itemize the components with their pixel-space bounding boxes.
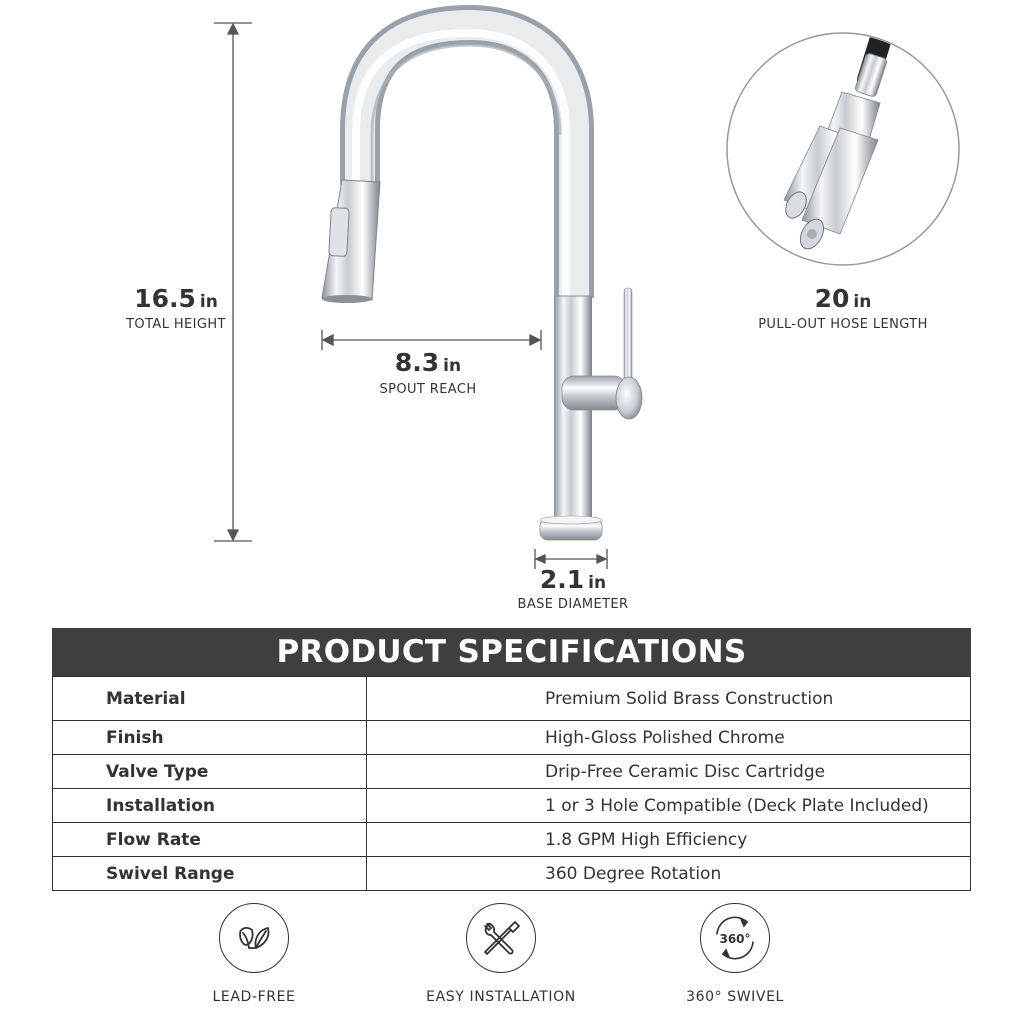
spec-value: Premium Solid Brass Construction [545,688,834,709]
hose-detail-inset [727,33,959,265]
total-height-value: 16.5 in [134,284,218,313]
table-row [53,857,971,891]
hose-length-value: 20 in [814,284,872,313]
feature-label: 360° SWIVEL [686,989,784,1005]
feature-easy-installation [401,903,601,1005]
spec-label: Swivel Range [53,857,367,891]
spec-label: Installation [53,789,367,823]
table-row [53,721,971,755]
spec-value: 360 Degree Rotation [367,857,971,891]
rotation-360-icon [700,903,770,973]
base-diameter-label [493,565,653,612]
total-height-caption: TOTAL HEIGHT [126,317,226,332]
spec-label: Flow Rate [53,823,367,857]
spec-value: 1.8 GPM High Efficiency [367,823,971,857]
total-height-label [96,284,256,332]
feature-label: EASY INSTALLATION [426,989,576,1005]
feature-360-swivel [635,903,835,1005]
spec-table [52,676,971,891]
spec-value: High-Gloss Polished Chrome [367,721,971,755]
table-row [53,789,971,823]
faucet-drawing [322,25,642,540]
svg-text:360°: 360° [719,932,751,946]
table-row [53,755,971,789]
leaf-icon [219,903,289,973]
spec-label: Finish [53,721,367,755]
spout-reach-label [348,348,508,397]
total-height-dimension-line [214,23,252,541]
spec-value: 1 or 3 Hole Compatible (Deck Plate Included) [367,789,971,823]
spout-reach-value: 8.3 in [394,348,462,377]
spec-table-title: PRODUCT SPECIFICATIONS [52,628,971,676]
spec-label: Material [53,677,367,721]
table-row [53,677,971,721]
base-diameter-caption: BASE DIAMETER [517,597,629,612]
feature-lead-free [154,903,354,1005]
hose-length-caption: PULL-OUT HOSE LENGTH [758,317,928,332]
table-row [53,823,971,857]
spec-value: Drip-Free Ceramic Disc Cartridge [367,755,971,789]
feature-label: LEAD-FREE [212,989,296,1005]
tools-icon [466,903,536,973]
hose-length-label [743,284,943,332]
spec-label: Valve Type [53,755,367,789]
base-diameter-value: 2.1 in [539,565,607,594]
spout-reach-dimension-line [322,330,541,350]
spout-reach-caption: SPOUT REACH [379,382,477,397]
